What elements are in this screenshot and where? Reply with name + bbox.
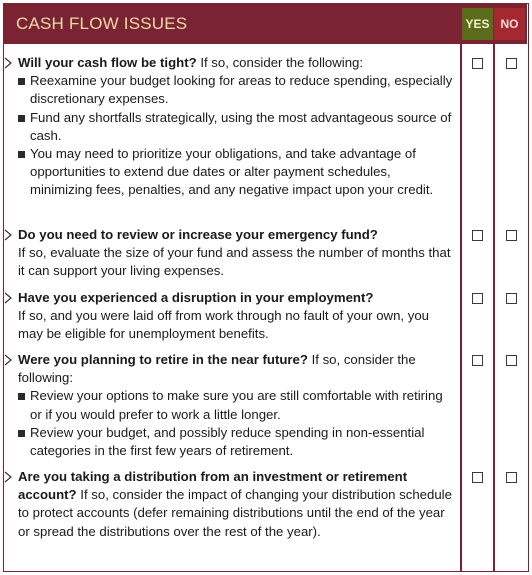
no-checkbox[interactable] (506, 355, 517, 366)
yes-checkbox[interactable] (472, 293, 483, 304)
bullet-item: Review your options to make sure you are still comfortable with retiring or if you would prefer to work a little longer. (18, 387, 456, 423)
table-header (4, 4, 527, 44)
chevron-right-icon (4, 354, 12, 366)
no-checkbox[interactable] (506, 472, 517, 483)
bullet-item: Review your budget, and possibly reduce spending in non-essential categories in the first few years of retirement. (18, 424, 456, 460)
row-question: Will your cash flow be tight? (18, 55, 197, 70)
row-text: If so, consider the following: (18, 352, 416, 386)
cash-flow-checklist-table (3, 3, 529, 572)
column-divider (460, 44, 462, 571)
chevron-right-icon (4, 471, 12, 483)
yes-checkbox[interactable] (472, 472, 483, 483)
no-column-header: NO (494, 8, 525, 40)
row-question: Do you need to review or increase your emergency fund? (18, 227, 378, 242)
square-bullet-icon (18, 115, 25, 122)
bullet-list (18, 387, 456, 460)
bullet-item: Reexamine your budget looking for areas to reduce spending, especially discretionary expenses. (18, 72, 456, 108)
row-question: Are you taking a distribution from an investment or retirement account? (18, 469, 408, 503)
bullet-item: Fund any shortfalls strategically, using the most advantageous source of cash. (18, 109, 456, 145)
row-question: Have you experienced a disruption in your employment? (18, 290, 374, 305)
chevron-right-icon (4, 229, 12, 241)
bullet-list (18, 72, 456, 199)
square-bullet-icon (18, 151, 25, 158)
square-bullet-icon (18, 393, 25, 400)
table-title: CASH FLOW ISSUES (16, 14, 188, 33)
row-text: If so, and you were laid off from work through no fault of your own, you may be eligible for unemployment benefits. (18, 308, 429, 342)
bullet-item: You may need to prioritize your obligations, and take advantage of opportunities to extend due dates or alter payment schedules, minimizing fees, penalties, and any negative impact upon your credit. (18, 145, 456, 200)
row-question: Were you planning to retire in the near future? (18, 352, 308, 367)
no-checkbox[interactable] (506, 58, 517, 69)
square-bullet-icon (18, 78, 25, 85)
row-text: If so, evaluate the size of your fund and assess the number of months that it can support your living expenses. (18, 245, 451, 279)
chevron-right-icon (4, 292, 12, 304)
no-checkbox[interactable] (506, 230, 517, 241)
yes-column-header: YES (462, 8, 493, 40)
chevron-right-icon (4, 57, 12, 69)
row-text: If so, consider the following: (196, 55, 364, 70)
yes-checkbox[interactable] (472, 58, 483, 69)
square-bullet-icon (18, 430, 25, 437)
row-text: If so, consider the impact of changing your distribution schedule to protect accounts (defer remaining distributions until the end of the year or spread the distributions over the rest of the year). (18, 487, 452, 539)
no-checkbox[interactable] (506, 293, 517, 304)
yes-checkbox[interactable] (472, 355, 483, 366)
column-divider (493, 44, 495, 571)
yes-checkbox[interactable] (472, 230, 483, 241)
